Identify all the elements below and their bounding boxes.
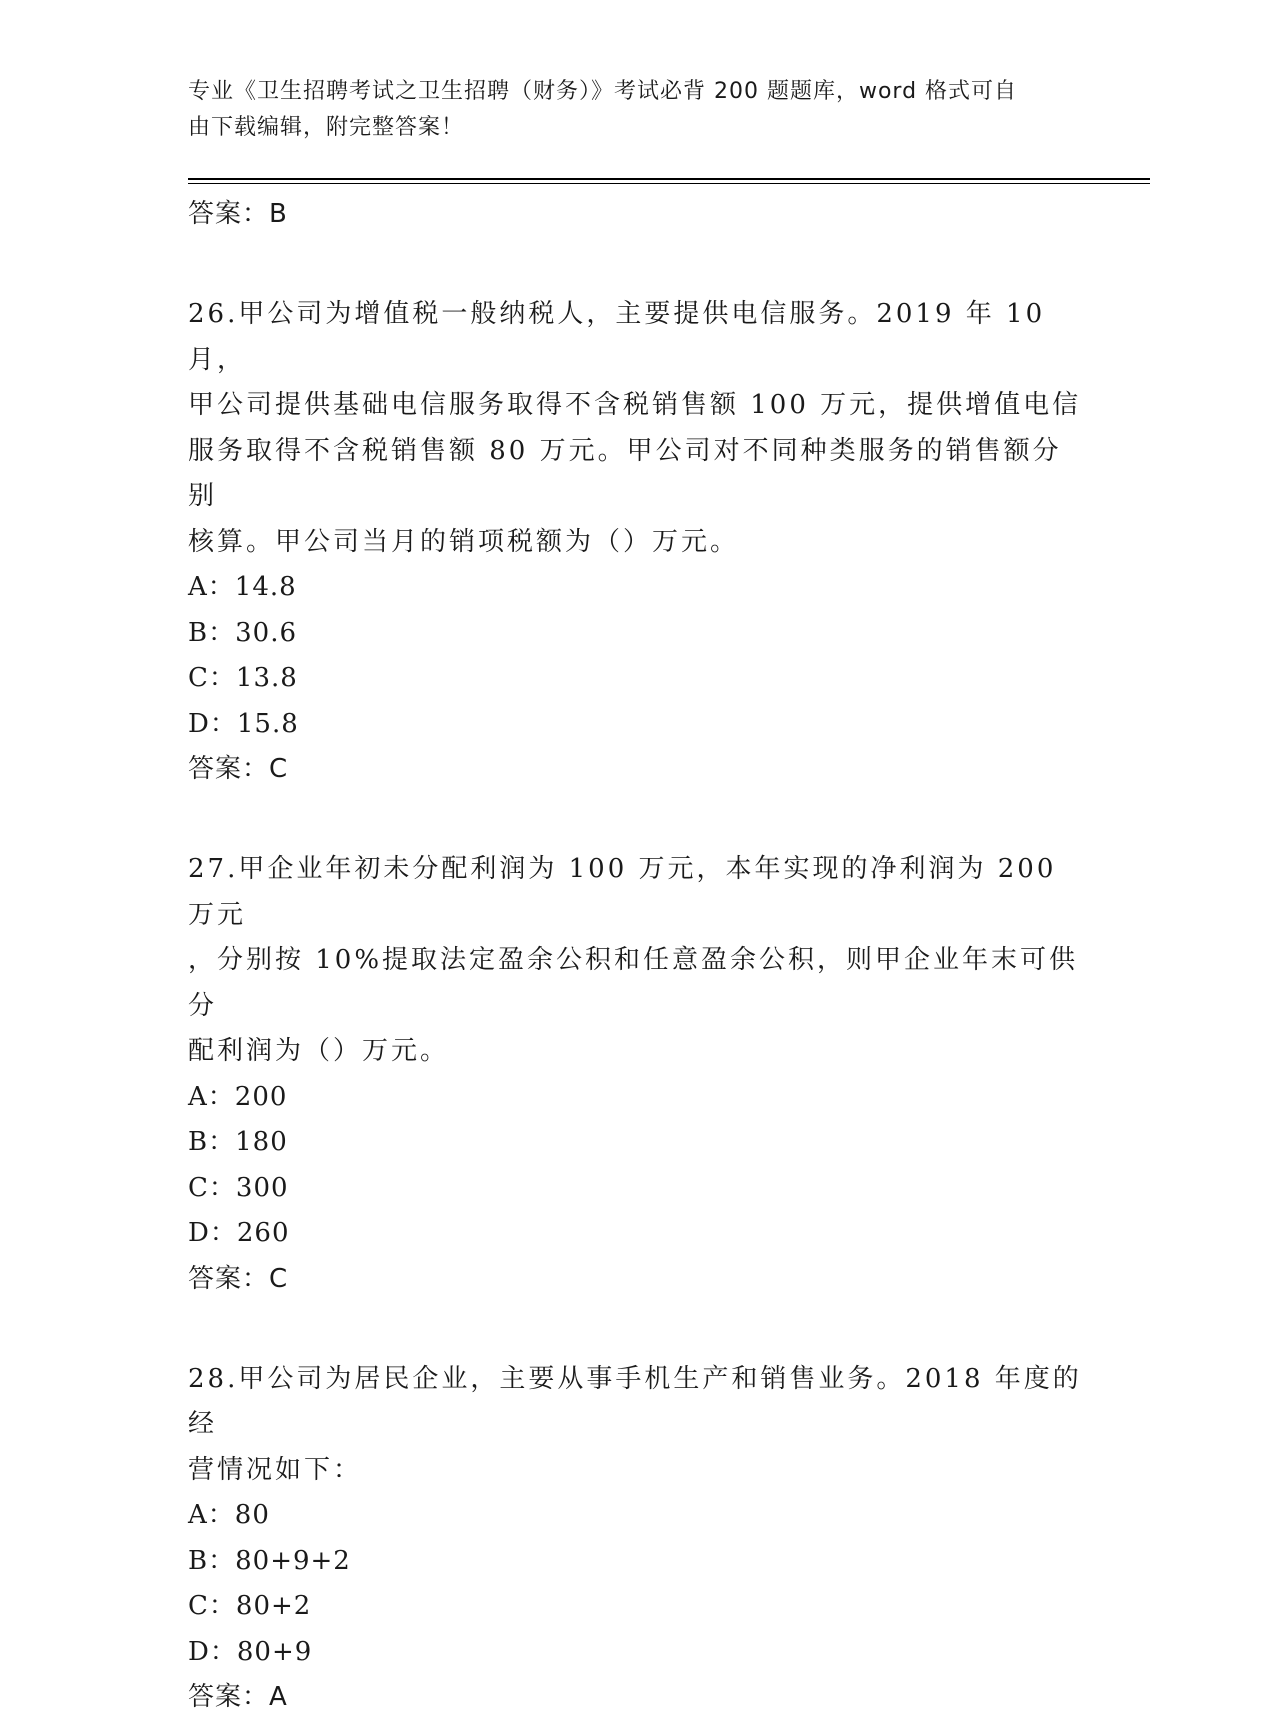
option-c — [188, 1584, 1088, 1630]
answer-line: 答案：C — [188, 747, 1088, 791]
option-label: D： — [188, 1630, 237, 1676]
option-label: A： — [188, 1075, 235, 1121]
option-value: 15.8 — [237, 709, 299, 739]
previous-answer: 答案：B — [188, 192, 1088, 236]
option-label: C： — [188, 1584, 236, 1630]
option-value: 80+2 — [236, 1591, 311, 1621]
option-value: 80 — [235, 1500, 270, 1530]
question-text: 28.甲公司为居民企业，主要从事手机生产和销售业务。2018 年度的经 营情况如下： — [188, 1357, 1088, 1494]
option-value: 14.8 — [235, 572, 297, 602]
option-b — [188, 611, 1088, 657]
option-value: 80+9+2 — [235, 1546, 351, 1576]
question-text: 27.甲企业年初未分配利润为 100 万元，本年实现的净利润为 200 万元 ，分别按 10%提取法定盈余公积和任意盈余公积，则甲企业年末可供分 配利润为（）万元。 — [188, 847, 1088, 1075]
option-b — [188, 1120, 1088, 1166]
option-a — [188, 1493, 1088, 1539]
option-label: D： — [188, 702, 237, 748]
question-block — [188, 292, 1088, 791]
answer-line: 答案：A — [188, 1675, 1088, 1719]
option-a — [188, 1075, 1088, 1121]
option-d — [188, 1211, 1088, 1257]
option-label: A： — [188, 1493, 235, 1539]
option-value: 180 — [235, 1127, 288, 1157]
question-text: 26.甲公司为增值税一般纳税人，主要提供电信服务。2019 年 10 月， 甲公司提供基础电信服务取得不含税销售额 100 万元，提供增值电信 服务取得不含税销售额 80 万元。甲公司对不同种类服务的销售额分别 核算。甲公司当月的销项税额为（）万元。 — [188, 292, 1088, 565]
option-value: 30.6 — [235, 618, 297, 648]
option-value: 260 — [237, 1218, 290, 1248]
header-divider-thick — [188, 178, 1150, 180]
header-title-line-1: 专业《卫生招聘考试之卫生招聘（财务）》考试必背 200 题题库，word 格式可自 — [188, 74, 1068, 110]
option-value: 300 — [236, 1173, 289, 1203]
option-c — [188, 656, 1088, 702]
option-c — [188, 1166, 1088, 1212]
question-list — [188, 192, 1088, 1719]
question-block — [188, 847, 1088, 1301]
option-label: A： — [188, 565, 235, 611]
option-b — [188, 1539, 1088, 1585]
option-value: 13.8 — [236, 663, 298, 693]
answer-line: 答案：C — [188, 1257, 1088, 1301]
option-label: C： — [188, 1166, 236, 1212]
header-divider-thin — [188, 183, 1150, 184]
option-d — [188, 702, 1088, 748]
option-label: B： — [188, 611, 235, 657]
option-d — [188, 1630, 1088, 1676]
option-value: 80+9 — [237, 1637, 312, 1667]
document-header — [188, 74, 1068, 146]
header-title-line-2: 由下载编辑，附完整答案！ — [188, 110, 1068, 146]
option-a — [188, 565, 1088, 611]
question-block — [188, 1357, 1088, 1719]
option-label: C： — [188, 656, 236, 702]
option-label: B： — [188, 1539, 235, 1585]
option-value: 200 — [235, 1082, 288, 1112]
option-label: B： — [188, 1120, 235, 1166]
option-label: D： — [188, 1211, 237, 1257]
